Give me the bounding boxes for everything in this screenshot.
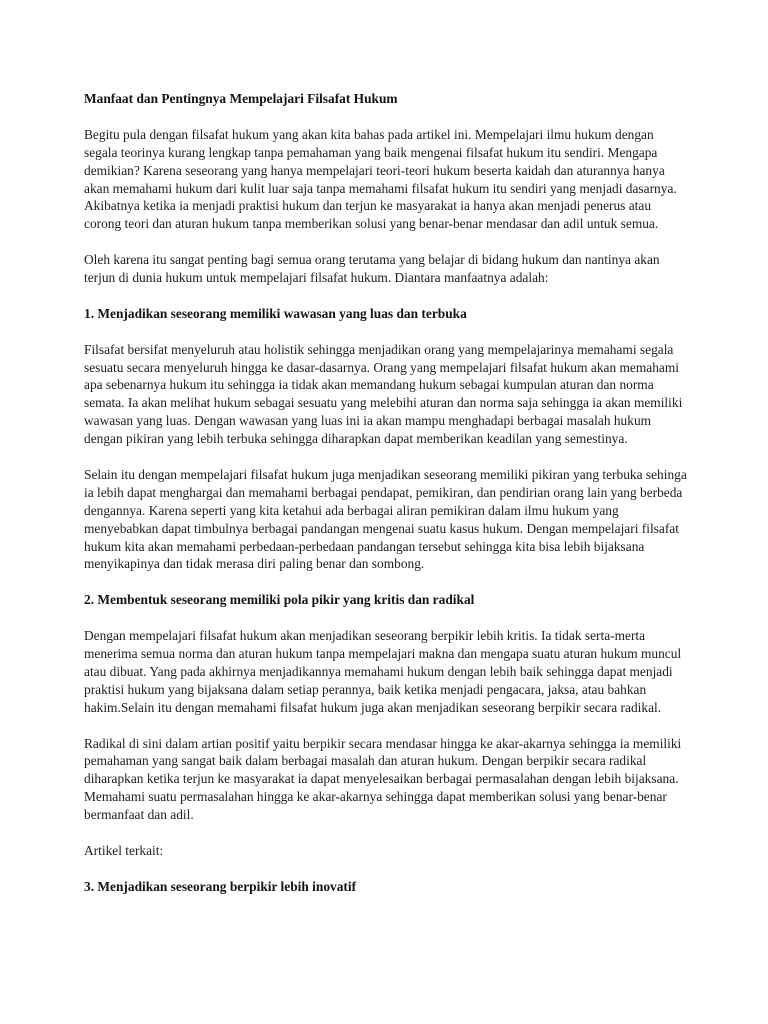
section-1-paragraph: Filsafat bersifat menyeluruh atau holistik sehingga menjadikan orang yang mempelajarinya memahami segala sesuatu secara menyeluruh hingga ke dasar-dasarnya. Orang yang mempelajari filsafat hukum akan memahami apa sebenarnya hukum itu sehingga ia tidak akan memandang hukum sebagai kumpulan aturan dan norma semata. Ia akan melihat hukum sebagai sesuatu yang melebihi aturan dan norma saja sehingga ia akan memiliki wawasan yang luas. Dengan wawasan yang luas ini ia akan mampu menghadapi berbagai masalah hukum dengan pikiran yang lebih terbuka sehingga diharapkan dapat memberikan keadilan yang semestinya.: [84, 341, 683, 447]
document-page: [84, 90, 688, 914]
section-1-paragraph: Selain itu dengan mempelajari filsafat hukum juga menjadikan seseorang memiliki pikiran yang terbuka sehinga ia lebih dapat menghargai dan memahami berbagai pendapat, pemikiran, dan pendirian orang lain yang berbeda dengannya. Karena seperti yang kita ketahui ada berbagai aliran pemikiran dalam ilmu hukum yang menyebabkan dapat timbulnya berbagai pandangan mengenai suatu kasus hukum. Dengan mempelajari filsafat hukum kita akan memahami perbedaan-perbedaan pandangan tersebut sehingga kita bisa lebih bijaksana menyikapinya dan tidak merasa diri paling benar dan sombong.: [84, 466, 687, 572]
section-heading-2: 2. Membentuk seseorang memiliki pola pikir yang kritis dan radikal: [84, 592, 475, 608]
intro-paragraph: Begitu pula dengan filsafat hukum yang akan kita bahas pada artikel ini. Mempelajari ilmu hukum dengan segala teorinya kurang lengkap tanpa pemahaman yang baik mengenai filsafat hukum itu sendiri. Mengapa demikian? Karena seseorang yang hanya mempelajari teori-teori hukum beserta kaidah dan aturannya hanya akan memahami hukum dari kulit luar saja tanpa memahami filsafat hukum itu sendiri yang menjadi dasarnya. Akibatnya ketika ia menjadi praktisi hukum dan terjun ke masyarakat ia hanya akan menjadi penerus atau corong teori dan aturan hukum tanpa memberikan solusi yang benar-benar mendasar dan adil untuk semua.: [84, 126, 677, 232]
section-2-paragraph: Dengan mempelajari filsafat hukum akan menjadikan seseorang berpikir lebih kritis. Ia tidak serta-merta menerima semua norma dan aturan hukum tanpa mempelajari makna dan mengapa suatu aturan hukum muncul atau dibuat. Yang pada akhirnya menjadikannya memahami hukum dengan lebih baik sehingga dapat menjadi praktisi hukum yang bijaksana dalam setiap perannya, baik ketika menjadi pengacara, jaksa, atau bahkan hakim.Selain itu dengan memahami filsafat hukum juga akan menjadikan seseorang berpikir secara radikal.: [84, 628, 682, 715]
document-title: Manfaat dan Pentingnya Mempelajari Filsafat Hukum: [84, 91, 398, 106]
intro-paragraph: Oleh karena itu sangat penting bagi semua orang terutama yang belajar di bidang hukum dan nantinya akan terjun di dunia hukum untuk mempelajari filsafat hukum. Diantara manfaatnya adalah:: [84, 252, 660, 286]
related-articles-label: Artikel terkait:: [84, 842, 164, 858]
section-heading-1: 1. Menjadikan seseorang memiliki wawasan yang luas dan terbuka: [84, 305, 467, 321]
section-heading-3: 3. Menjadikan seseorang berpikir lebih inovatif: [84, 878, 357, 894]
section-2-paragraph: Radikal di sini dalam artian positif yaitu berpikir secara mendasar hingga ke akar-akarnya sehingga ia memiliki pemahaman yang sangat baik dalam berbagai masalah dan aturan hukum. Dengan berpikir secara radikal diharapkan ketika terjun ke masyarakat ia dapat menyelesaikan berbagai permasalahan dengan lebih bijaksana. Memahami suatu permasalahan hingga ke akar-akarnya sehingga dapat memberikan solusi yang benar-benar bermanfaat dan adil.: [84, 735, 682, 823]
